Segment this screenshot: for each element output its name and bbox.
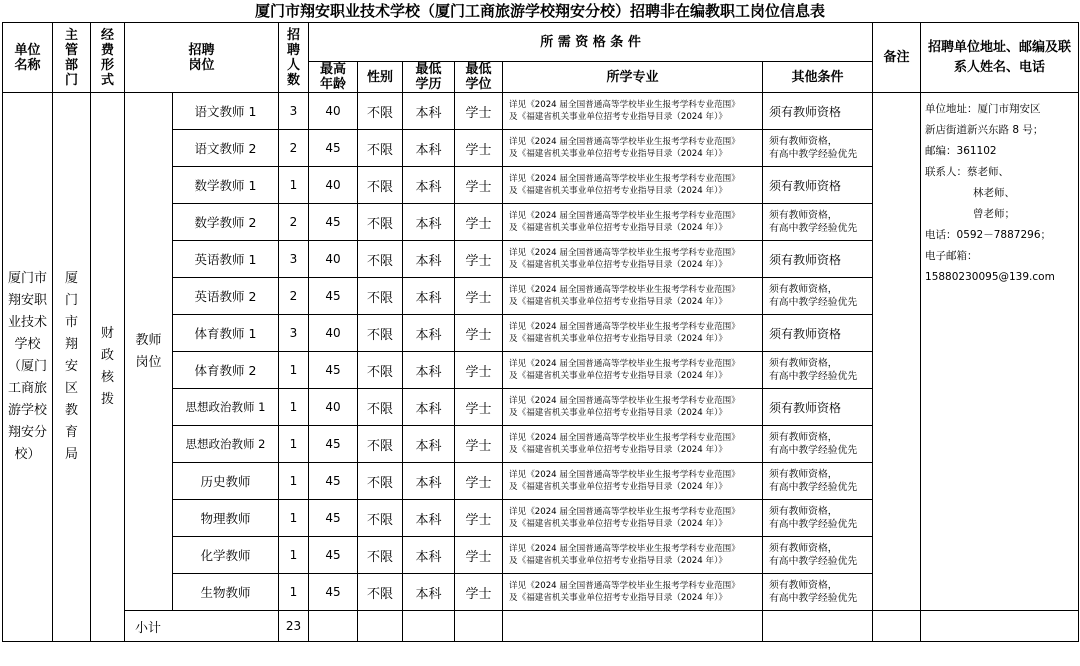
major-cell: 详见《2024 届全国普通高等学校毕业生报考学科专业范围》 及《福建省机关事业单位招考专业指导目录（2024 年）》 <box>503 389 763 426</box>
gender: 不限 <box>358 500 403 537</box>
gender: 不限 <box>358 463 403 500</box>
post-name: 数学教师 2 <box>173 204 279 241</box>
subtotal-row <box>3 611 1079 642</box>
min-edu: 本科 <box>403 352 455 389</box>
dept-name-cell: 厦门市翔安区教育局 <box>53 93 91 642</box>
other-requirements: 须有教师资格 <box>763 167 873 204</box>
min-degree: 学士 <box>455 352 503 389</box>
post-category-cell: 教师岗位 <box>125 93 173 611</box>
min-degree: 学士 <box>455 278 503 315</box>
other-requirements: 须有教师资格， 有高中教学经验优先 <box>763 500 873 537</box>
max-age: 45 <box>309 537 358 574</box>
max-age: 40 <box>309 167 358 204</box>
header-min-edu: 最低学历 <box>403 62 455 93</box>
subtotal-label: 小计 <box>125 611 279 642</box>
post-count: 3 <box>279 315 309 352</box>
post-count: 2 <box>279 204 309 241</box>
header-unit-name: 单位名称 <box>3 23 53 93</box>
gender: 不限 <box>358 426 403 463</box>
post-count: 1 <box>279 537 309 574</box>
post-count: 1 <box>279 426 309 463</box>
post-count: 1 <box>279 500 309 537</box>
min-edu: 本科 <box>403 204 455 241</box>
major-cell: 详见《2024 届全国普通高等学校毕业生报考学科专业范围》 及《福建省机关事业单位招考专业指导目录（2024 年）》 <box>503 204 763 241</box>
max-age: 45 <box>309 130 358 167</box>
contact-person-3: 曾老师； <box>973 208 1016 220</box>
post-name: 数学教师 1 <box>173 167 279 204</box>
max-age: 45 <box>309 463 358 500</box>
post-count: 2 <box>279 278 309 315</box>
min-degree: 学士 <box>455 537 503 574</box>
major-cell: 详见《2024 届全国普通高等学校毕业生报考学科专业范围》 及《福建省机关事业单位招考专业指导目录（2024 年）》 <box>503 574 763 611</box>
other-requirements: 须有教师资格， 有高中教学经验优先 <box>763 352 873 389</box>
funding-cell: 财政核拨 <box>91 93 125 642</box>
other-requirements: 须有教师资格， 有高中教学经验优先 <box>763 278 873 315</box>
major-cell: 详见《2024 届全国普通高等学校毕业生报考学科专业范围》 及《福建省机关事业单位招考专业指导目录（2024 年）》 <box>503 93 763 130</box>
min-degree: 学士 <box>455 463 503 500</box>
header-dept: 主管部门 <box>53 23 91 93</box>
major-cell: 详见《2024 届全国普通高等学校毕业生报考学科专业范围》 及《福建省机关事业单位招考专业指导目录（2024 年）》 <box>503 426 763 463</box>
post-name: 生物教师 <box>173 574 279 611</box>
max-age: 40 <box>309 389 358 426</box>
address: 单位地址：厦门市翔安区 <box>925 103 1041 115</box>
gender: 不限 <box>358 389 403 426</box>
table-row <box>3 93 1079 130</box>
gender: 不限 <box>358 278 403 315</box>
other-requirements: 须有教师资格， 有高中教学经验优先 <box>763 426 873 463</box>
header-requirements: 所 需 资 格 条 件 <box>309 23 873 62</box>
post-count: 1 <box>279 574 309 611</box>
other-requirements: 须有教师资格， 有高中教学经验优先 <box>763 537 873 574</box>
other-requirements: 须有教师资格， 有高中教学经验优先 <box>763 574 873 611</box>
gender: 不限 <box>358 167 403 204</box>
major-cell: 详见《2024 届全国普通高等学校毕业生报考学科专业范围》 及《福建省机关事业单位招考专业指导目录（2024 年）》 <box>503 352 763 389</box>
gender: 不限 <box>358 204 403 241</box>
post-count: 2 <box>279 130 309 167</box>
min-degree: 学士 <box>455 389 503 426</box>
gender: 不限 <box>358 241 403 278</box>
max-age: 45 <box>309 500 358 537</box>
post-name: 化学教师 <box>173 537 279 574</box>
min-edu: 本科 <box>403 167 455 204</box>
post-name: 思想政治教师 1 <box>173 389 279 426</box>
max-age: 45 <box>309 426 358 463</box>
min-degree: 学士 <box>455 500 503 537</box>
gender: 不限 <box>358 130 403 167</box>
contact-persons: 联系人：蔡老师、 <box>925 166 1010 178</box>
min-degree: 学士 <box>455 204 503 241</box>
post-name: 思想政治教师 2 <box>173 426 279 463</box>
max-age: 45 <box>309 352 358 389</box>
major-cell: 详见《2024 届全国普通高等学校毕业生报考学科专业范围》 及《福建省机关事业单位招考专业指导目录（2024 年）》 <box>503 537 763 574</box>
header-remark: 备注 <box>873 23 921 93</box>
post-count: 1 <box>279 389 309 426</box>
post-count: 1 <box>279 352 309 389</box>
header-contact: 招聘单位地址、邮编及联系人姓名、电话 <box>921 23 1079 93</box>
unit-name-cell: 厦门市翔安职业技术学校（厦门工商旅游学校翔安分校） <box>3 93 53 642</box>
post-name: 物理教师 <box>173 500 279 537</box>
max-age: 40 <box>309 93 358 130</box>
min-degree: 学士 <box>455 167 503 204</box>
address-cont: 新店街道新兴东路 8 号； <box>925 124 1044 136</box>
min-degree: 学士 <box>455 130 503 167</box>
max-age: 45 <box>309 574 358 611</box>
min-degree: 学士 <box>455 315 503 352</box>
gender: 不限 <box>358 574 403 611</box>
header-funding: 经费形式 <box>91 23 125 93</box>
other-requirements: 须有教师资格， 有高中教学经验优先 <box>763 463 873 500</box>
min-edu: 本科 <box>403 500 455 537</box>
major-cell: 详见《2024 届全国普通高等学校毕业生报考学科专业范围》 及《福建省机关事业单位招考专业指导目录（2024 年）》 <box>503 130 763 167</box>
post-name: 语文教师 2 <box>173 130 279 167</box>
min-degree: 学士 <box>455 93 503 130</box>
contact-info <box>921 93 1079 611</box>
post-name: 语文教师 1 <box>173 93 279 130</box>
gender: 不限 <box>358 537 403 574</box>
other-requirements: 须有教师资格 <box>763 315 873 352</box>
max-age: 40 <box>309 241 358 278</box>
other-requirements: 须有教师资格， 有高中教学经验优先 <box>763 204 873 241</box>
post-name: 体育教师 1 <box>173 315 279 352</box>
major-cell: 详见《2024 届全国普通高等学校毕业生报考学科专业范围》 及《福建省机关事业单位招考专业指导目录（2024 年）》 <box>503 241 763 278</box>
contact-person-2: 林老师、 <box>973 187 1016 199</box>
remark-cell <box>873 93 921 611</box>
gender: 不限 <box>358 93 403 130</box>
major-cell: 详见《2024 届全国普通高等学校毕业生报考学科专业范围》 及《福建省机关事业单位招考专业指导目录（2024 年）》 <box>503 167 763 204</box>
post-count: 3 <box>279 93 309 130</box>
min-degree: 学士 <box>455 241 503 278</box>
email: 15880230095@139.com <box>925 271 1055 283</box>
header-major: 所学专业 <box>503 62 763 93</box>
post-count: 1 <box>279 463 309 500</box>
max-age: 45 <box>309 278 358 315</box>
min-edu: 本科 <box>403 93 455 130</box>
header-max-age: 最高年龄 <box>309 62 358 93</box>
subtotal-count: 23 <box>279 611 309 642</box>
phone: 电话：0592－7887296； <box>925 229 1052 241</box>
major-cell: 详见《2024 届全国普通高等学校毕业生报考学科专业范围》 及《福建省机关事业单位招考专业指导目录（2024 年）》 <box>503 463 763 500</box>
page-title: 厦门市翔安职业技术学校（厦门工商旅游学校翔安分校）招聘非在编教职工岗位信息表 <box>254 2 825 20</box>
postcode: 邮编：361102 <box>925 145 997 157</box>
min-edu: 本科 <box>403 241 455 278</box>
max-age: 40 <box>309 315 358 352</box>
header-post: 招聘岗位 <box>125 23 279 93</box>
min-edu: 本科 <box>403 574 455 611</box>
min-edu: 本科 <box>403 315 455 352</box>
major-cell: 详见《2024 届全国普通高等学校毕业生报考学科专业范围》 及《福建省机关事业单位招考专业指导目录（2024 年）》 <box>503 500 763 537</box>
post-name: 英语教师 1 <box>173 241 279 278</box>
min-edu: 本科 <box>403 130 455 167</box>
post-name: 历史教师 <box>173 463 279 500</box>
gender: 不限 <box>358 352 403 389</box>
gender: 不限 <box>358 315 403 352</box>
min-edu: 本科 <box>403 537 455 574</box>
min-edu: 本科 <box>403 463 455 500</box>
min-degree: 学士 <box>455 426 503 463</box>
post-count: 1 <box>279 167 309 204</box>
email-label: 电子邮箱： <box>925 250 978 262</box>
post-count: 3 <box>279 241 309 278</box>
other-requirements: 须有教师资格 <box>763 241 873 278</box>
major-cell: 详见《2024 届全国普通高等学校毕业生报考学科专业范围》 及《福建省机关事业单位招考专业指导目录（2024 年）》 <box>503 278 763 315</box>
min-edu: 本科 <box>403 426 455 463</box>
other-requirements: 须有教师资格 <box>763 389 873 426</box>
header-count: 招聘人数 <box>279 23 309 93</box>
header-other: 其他条件 <box>763 62 873 93</box>
post-name: 体育教师 2 <box>173 352 279 389</box>
header-min-degree: 最低学位 <box>455 62 503 93</box>
max-age: 45 <box>309 204 358 241</box>
min-edu: 本科 <box>403 278 455 315</box>
header-gender: 性别 <box>358 62 403 93</box>
other-requirements: 须有教师资格 <box>763 93 873 130</box>
major-cell: 详见《2024 届全国普通高等学校毕业生报考学科专业范围》 及《福建省机关事业单位招考专业指导目录（2024 年）》 <box>503 315 763 352</box>
post-name: 英语教师 2 <box>173 278 279 315</box>
other-requirements: 须有教师资格， 有高中教学经验优先 <box>763 130 873 167</box>
recruitment-table <box>2 22 1079 642</box>
min-degree: 学士 <box>455 574 503 611</box>
min-edu: 本科 <box>403 389 455 426</box>
